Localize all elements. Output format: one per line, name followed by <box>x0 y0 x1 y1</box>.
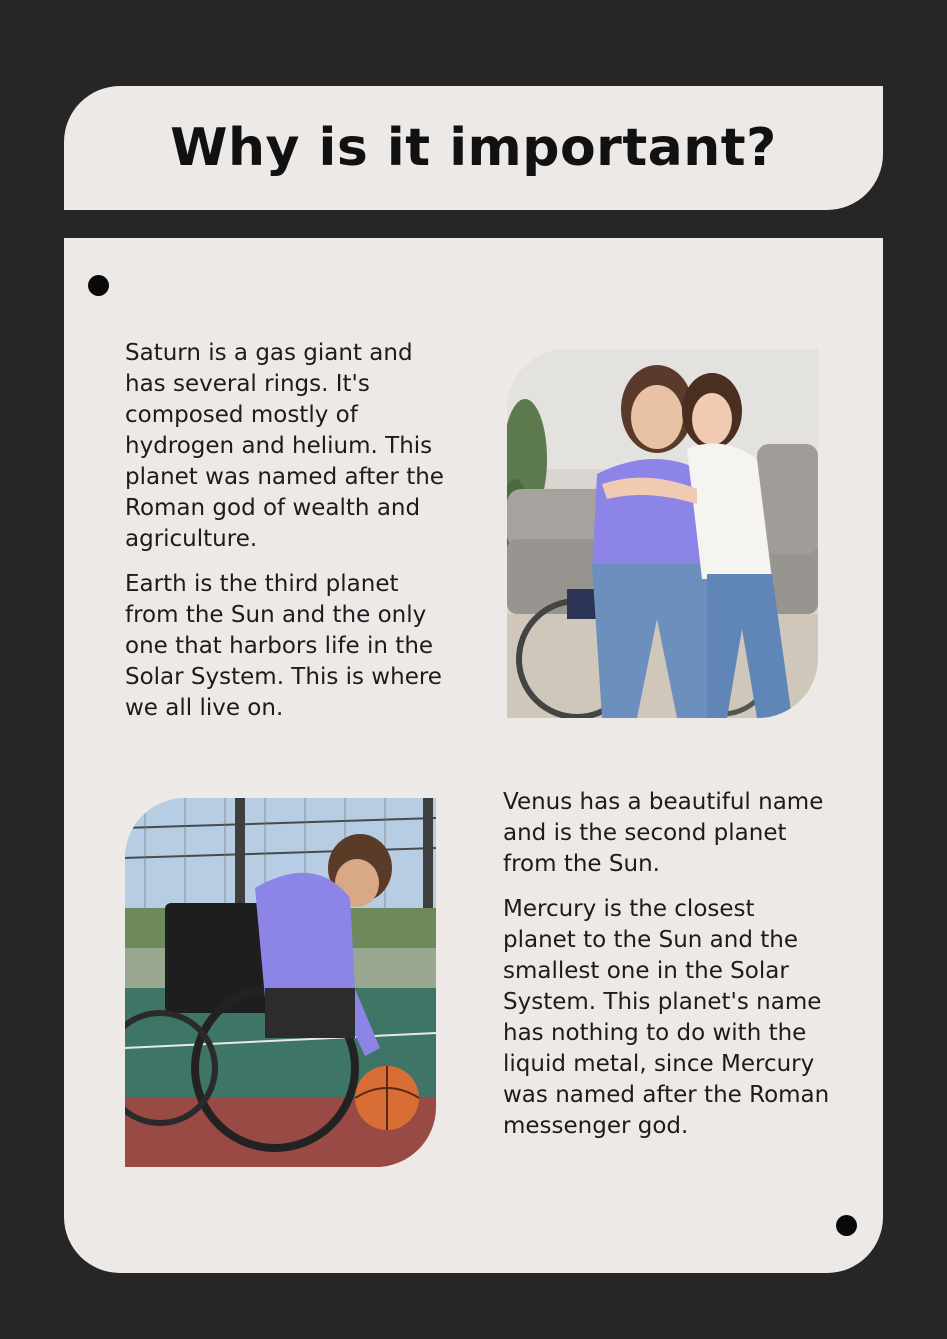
photo-illustration <box>125 798 436 1167</box>
decorative-dot <box>836 1215 857 1236</box>
paragraph-venus: Venus has a beautiful name and is the second planet from the Sun. <box>503 789 824 877</box>
left-text-block <box>125 338 445 738</box>
photo-woman-wheelchair-hug <box>507 349 818 718</box>
paragraph-saturn: Saturn is a gas giant and has several rings. It's composed mostly of hydrogen and helium. This planet was named after the Roman god of wealth and agriculture. <box>125 340 444 552</box>
decorative-dot <box>88 275 109 296</box>
paragraph-mercury: Mercury is the closest planet to the Sun and the smallest one in the Solar System. This planet's name has nothing to do with the liquid metal, since Mercury was named after the Roman messenger god. <box>503 896 830 1139</box>
paragraph-earth: Earth is the third planet from the Sun and the only one that harbors life in the Solar System. This is where we all live on. <box>125 571 442 721</box>
right-text-block <box>503 787 833 1156</box>
photo-illustration <box>507 349 818 718</box>
photo-man-wheelchair-basketball <box>125 798 436 1167</box>
content-card <box>64 238 883 1273</box>
title-card <box>64 86 883 210</box>
page-title: Why is it important? <box>170 118 777 178</box>
